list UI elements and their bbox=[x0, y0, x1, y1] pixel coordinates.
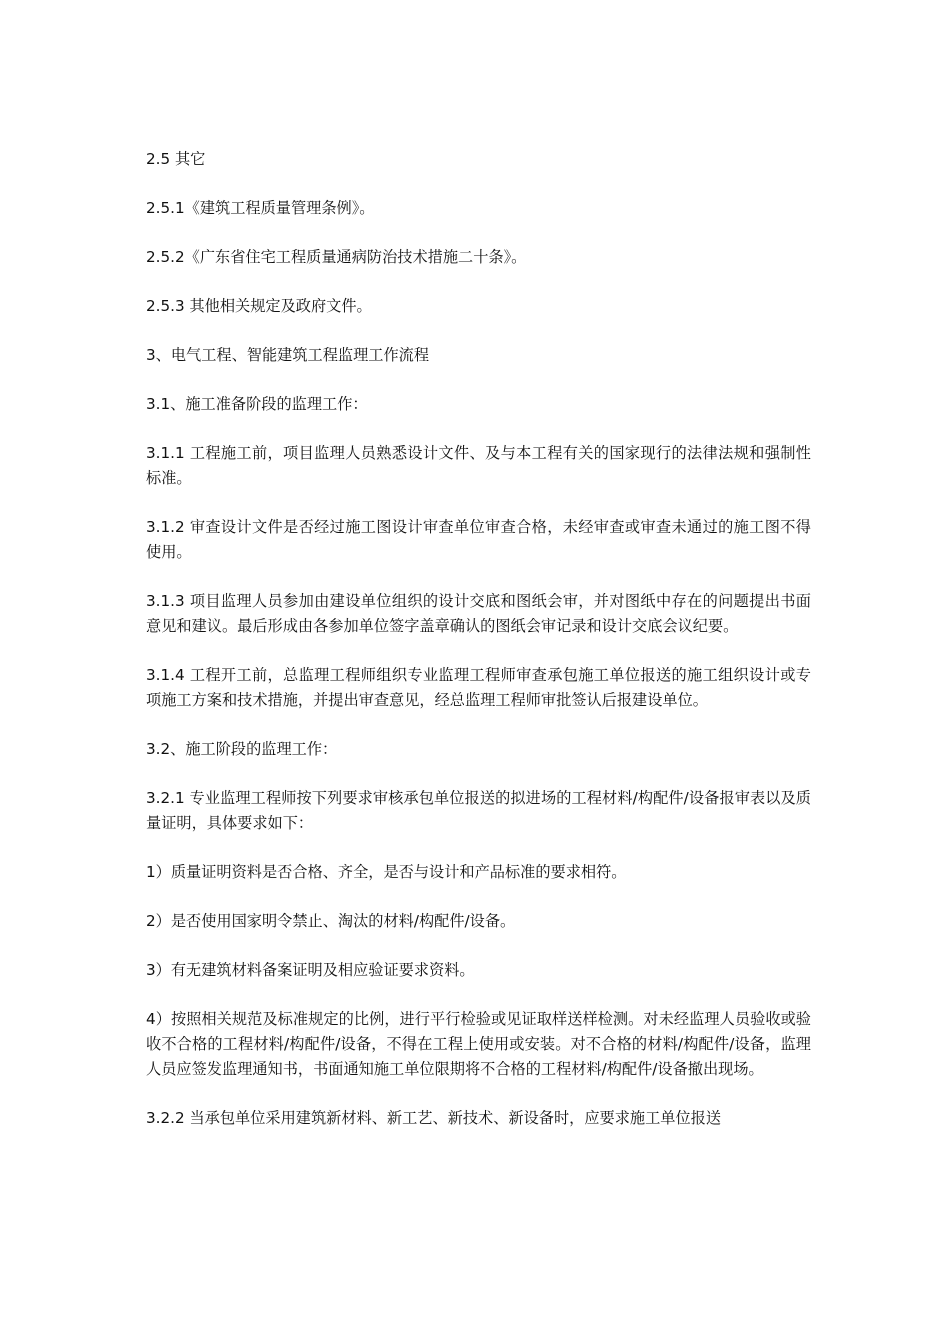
item-3-1-2: 3.1.2 审查设计文件是否经过施工图设计审查单位审查合格，未经审查或审查未通过的施工图不得使用。 bbox=[146, 518, 811, 561]
list-item-4: 4）按照相关规范及标准规定的比例，进行平行检验或见证取样送样检测。对未经监理人员验收或验收不合格的工程材料/构配件/设备，不得在工程上使用或安装。对不合格的材料/构配件/设备，监理人员应签发监理通知书，书面通知施工单位限期将不合格的工程材料/构配件/设备撤出现场。 bbox=[146, 1010, 811, 1078]
item-2-5-2: 2.5.2《广东省住宅工程质量通病防治技术措施二十条》。 bbox=[146, 248, 527, 266]
item-3-1-1: 3.1.1 工程施工前，项目监理人员熟悉设计文件、及与本工程有关的国家现行的法律法规和强制性标准。 bbox=[146, 444, 811, 487]
item-3-2-1: 3.2.1 专业监理工程师按下列要求审核承包单位报送的拟进场的工程材料/构配件/设备报审表以及质量证明，具体要求如下： bbox=[146, 789, 811, 832]
item-2-5-3: 2.5.3 其他相关规定及政府文件。 bbox=[146, 297, 372, 315]
item-3-1-3: 3.1.3 项目监理人员参加由建设单位组织的设计交底和图纸会审，并对图纸中存在的问题提出书面意见和建议。最后形成由各参加单位签字盖章确认的图纸会审记录和设计交底会议纪要。 bbox=[146, 592, 811, 635]
item-2-5-1: 2.5.1《建筑工程质量管理条例》。 bbox=[146, 199, 375, 217]
list-item-3: 3）有无建筑材料备案证明及相应验证要求资料。 bbox=[146, 961, 475, 979]
list-item-1: 1）质量证明资料是否合格、齐全，是否与设计和产品标准的要求相符。 bbox=[146, 863, 627, 881]
list-item-2: 2）是否使用国家明令禁止、淘汰的材料/构配件/设备。 bbox=[146, 912, 516, 930]
heading-3: 3、电气工程、智能建筑工程监理工作流程 bbox=[146, 346, 430, 364]
heading-3-1: 3.1、施工准备阶段的监理工作： bbox=[146, 395, 368, 413]
item-3-1-4: 3.1.4 工程开工前，总监理工程师组织专业监理工程师审查承包施工单位报送的施工组织设计或专项施工方案和技术措施，并提出审查意见，经总监理工程师审批签认后报建设单位。 bbox=[146, 666, 811, 709]
heading-3-2: 3.2、施工阶段的监理工作： bbox=[146, 740, 338, 758]
item-3-2-2: 3.2.2 当承包单位采用建筑新材料、新工艺、新技术、新设备时，应要求施工单位报送 bbox=[146, 1109, 722, 1127]
heading-2-5: 2.5 其它 bbox=[146, 150, 206, 168]
document-body bbox=[146, 147, 811, 1155]
